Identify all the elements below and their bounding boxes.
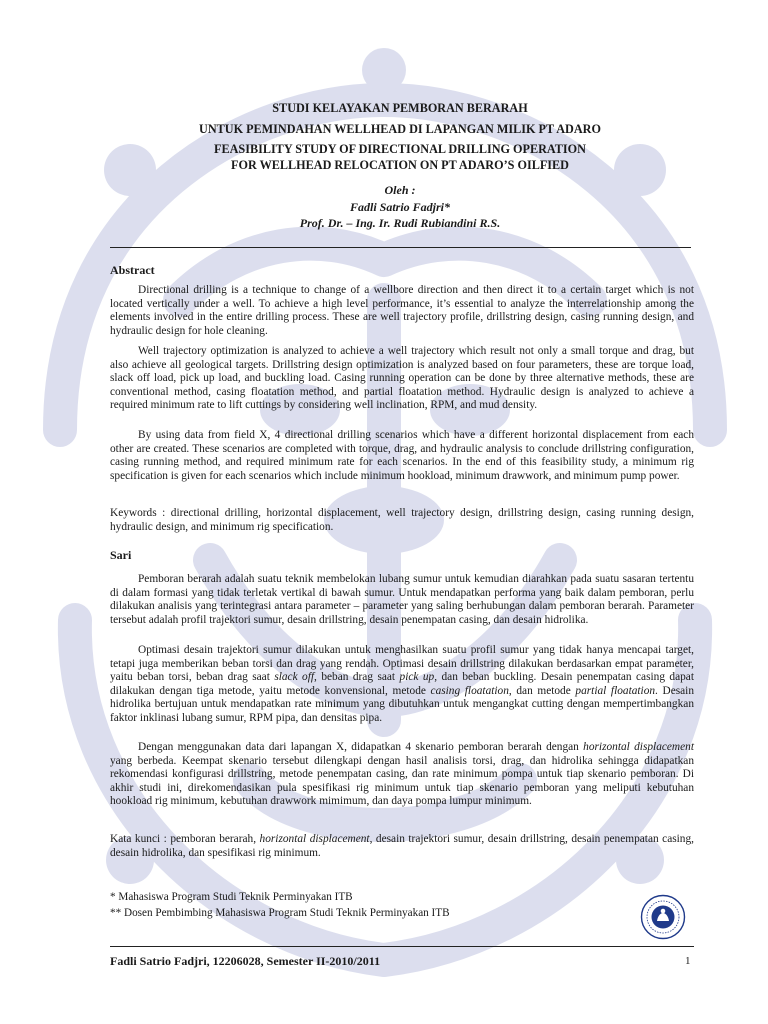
abstract-paragraph-1: Directional drilling is a technique to change of a wellbore direction and then direct it to a certain target which is not located vertically under a well. To achieve a high level performance, it’s essential to analyze the interrelationship among the elements involved in the entire drilling process. These are well trajectory profile, drillstring design, casing running design, and hydraulic design for hole cleaning.	[110, 284, 694, 337]
abstract-keywords: Keywords : directional drilling, horizontal displacement, well trajectory design, drillstring design, casing running design, hydraulic design, and minimum rig specification.	[110, 507, 694, 533]
advisor-name: Prof. Dr. – Ing. Ir. Rudi Rubiandini R.S.	[299, 216, 501, 230]
author-name: Fadli Satrio Fadjri*	[349, 199, 451, 214]
title-line-2: UNTUK PEMINDAHAN WELLHEAD DI LAPANGAN MILIK PT ADARO	[199, 122, 601, 136]
sari-paragraph-2: Optimasi desain trajektori sumur dilakukan untuk menghasilkan suatu profil sumur yang tidak hanya mencapai target, tetapi juga memberikan beban torsi dan drag yang rendah. Optimasi desain drillstring dilakukan berdasarkan empat parameter, yaitu beban torsi, beban drag saat slack off, beban drag saat pick up, dan beban buckling. Desain penempatan casing dapat dilakukan dengan tiga metode, yaitu metode konvensional, metode casing floatation, dan metode partial floatation. Desain hidrolika bertujuan untuk mendapatkan rate minimum yang dibutuhkan untuk mengangkat cutting dengan mempertimbangkan faktor inklinasi lubang sumur, RPM pipa, dan densitas pipa.	[110, 644, 695, 724]
footnote-advisor: ** Dosen Pembimbing Mahasiswa Program Studi Teknik Perminyakan ITB	[110, 907, 450, 919]
footnote-student: * Mahasiswa Program Studi Teknik Perminyakan ITB	[110, 891, 353, 903]
title-line-3: FEASIBILITY STUDY OF DIRECTIONAL DRILLING OPERATION	[214, 142, 586, 156]
abstract-heading: Abstract	[110, 263, 155, 277]
abstract-paragraph-3: By using data from field X, 4 directional drilling scenarios which have a different horizontal displacement from each other are created. These scenarios are completed with torque, drag, and hydraulic analysis to conclude drillstring configuration, casing running method, and required minimum rate for each scenarios. In the end of this feasibility study, a minimum rig specification is given for each scenarios which include minimum hookload, minimum drawwork, and minimum pump power.	[110, 429, 694, 482]
footer-author-info: Fadli Satrio Fadjri, 12206028, Semester II-2010/2011	[110, 954, 381, 968]
abstract-paragraph-2: Well trajectory optimization is analyzed to achieve a well trajectory which result not only a small torque and drag, but also achieve all geological targets. Drillstring design optimization is analyzed based on four parameters, these are torque load, slack off load, pick up load, and buckling load. Casing running operation can be done by three alternative methods, these are conventional method, casing floatation method, and partial floatation method. Hydraulic design is analyzed to achieve a required minimum rate to lift cuttings by considering well inclination, RPM, and mud density.	[110, 345, 694, 412]
sari-paragraph-1: Pemboran berarah adalah suatu teknik membelokan lubang sumur untuk kemudian diarahkan pada suatu sasaran tertentu di dalam formasi yang tidak terletak vertikal di bawah sumur. Untuk mendapatkan performa yang baik dalam pemboran, perlu dilakukan analisis yang terintegrasi antara parameter – parameter yang saling berhubungan dalam pemboran berarah. Parameter tersebut adalah profil trajektori sumur, desain drillstring, desain penempatan casing, dan desain hidrolika.	[110, 573, 694, 626]
sari-heading: Sari	[110, 548, 132, 562]
author-block	[100, 182, 700, 232]
title-line-1: STUDI KELAYAKAN PEMBORAN BERARAH	[272, 101, 528, 115]
by-label: Oleh :	[384, 183, 416, 197]
itb-seal-icon	[640, 894, 686, 940]
title-line-4: FOR WELLHEAD RELOCATION ON PT ADARO’S OILFIED	[231, 158, 569, 172]
sari-paragraph-3: Dengan menggunakan data dari lapangan X, didapatkan 4 skenario pemboran berarah dengan horizontal displacement yang berbeda. Keempat skenario tersebut dilengkapi dengan hasil analisis torsi, drag, dan hidrolika sehingga didapatkan rekomendasi konfigurasi drillstring, metode penempatan casing, dan rate minimum pompa untuk tiap skenario pemboran. Di akhir studi ini, direkomendasikan pula spesifikasi rig minimum untuk tiap skenario pemboran yang meliputi kebutuhan hookload rig minimum, kebutuhan drawwork mimimum, dan daya pompa lumpur minimum.	[110, 741, 694, 808]
footer-divider	[110, 946, 694, 947]
title-divider	[110, 247, 691, 248]
sari-keywords: Kata kunci : pemboran berarah, horizontal displacement, desain trajektori sumur, desain drillstring, desain penempatan casing, desain hidrolika, dan spesifikasi rig minimum.	[110, 833, 694, 859]
page-number: 1	[685, 955, 691, 967]
